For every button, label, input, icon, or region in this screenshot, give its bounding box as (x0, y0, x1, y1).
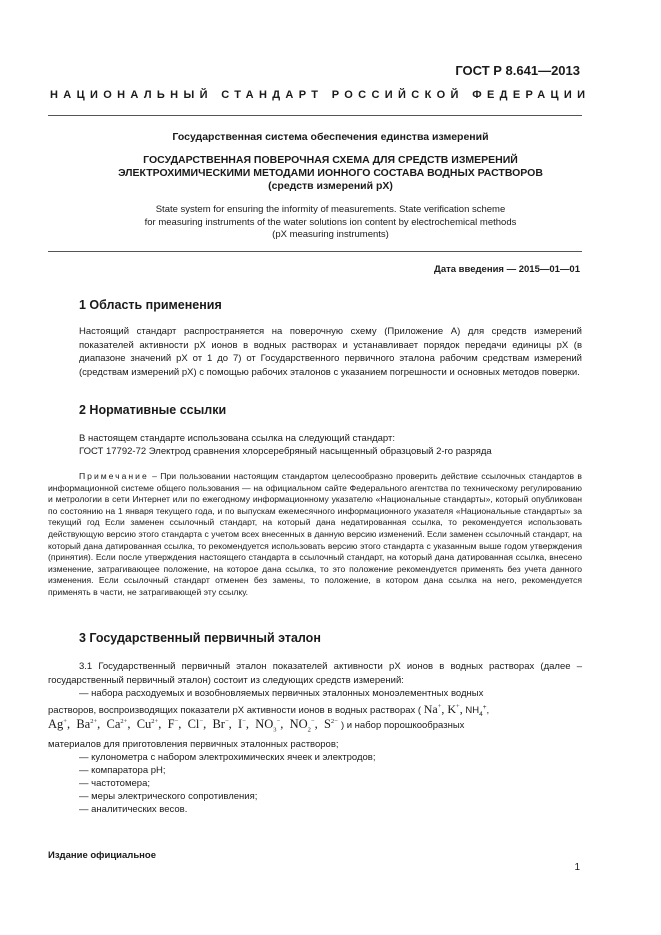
note-text: – При пользовании настоящим стандартом целесообразно проверить действие ссылочных стандартов в информационной системе общего пользования — на официальном сайте Федерального агентства по техническому регулированию и метрологии в сети Интернет или по ежегодному информационному указателю «Национальные стандарты», который опубликован по состоянию на 1 января текущего года, и по выпускам ежемесячного информационного указателя «Национальные стандарты» за текущий год Если заменен ссылочный стандарт, на который дана недатированная ссылка, то рекомендуется использовать действующую версию этого стандарта с учетом всех внесенных в данную версию изменений. Если заменен ссылочный стандарт, на который дана датированная ссылка, то рекомендуется использовать версию этого стандарта с указанным выше годом утверждения (принятия). Если после утверждения настоящего стандарта в ссылочный стандарт, на который дана датированная ссылка, внесено изменение, затрагивающее положение, на которое дана ссылка, то это положение рекомендуется применять без учета данного изменения. Если ссылочный стандарт отменен без замены, то положение, в котором дана ссылка на него, рекомендуется применять в части, не затрагивающей эту ссылку. (48, 471, 582, 597)
note-label: Примечание (79, 471, 149, 481)
section-3-paragraph-3: материалов для приготовления первичных эталонных растворов; (48, 739, 339, 750)
page-number: 1 (574, 862, 580, 873)
main-title: ГОСУДАРСТВЕННАЯ ПОВЕРОЧНАЯ СХЕМА ДЛЯ СРЕДСТВ ИЗМЕРЕНИЙ ЭЛЕКТРОХИМИЧЕСКИМИ МЕТОДАМИ ИОННОГО СОСТАВА ВОДНЫХ РАСТВОРОВ (средств измерений pX) (118, 154, 543, 192)
list-item: — кулонометра с набором электрохимических ячеек и электродов; (79, 752, 376, 763)
section-2-heading: 2 Нормативные ссылки (79, 403, 227, 417)
section-1-text: Настоящий стандарт распространяется на поверочную схему (Приложение А) для средств измерений показателей активности pX ионов в водных растворах и устанавливает порядок передачи единицы pX (в диапазоне значений pX от 1 до 7) от Государственного первичного эталона рабочим средствам измерений (средствам измерений pX) с помощью рабочих эталонов с указанием погрешности и основных методов поверки. (79, 326, 582, 378)
section-2-line-1: В настоящем стандарте использована ссылка на следующий стандарт: (79, 433, 395, 444)
list-item: — частотомера; (79, 778, 150, 789)
header-divider (48, 115, 582, 116)
effective-date: Дата введения — 2015—01—01 (434, 264, 580, 275)
list-item: — компаратора pH; (79, 765, 166, 776)
english-title: State system for ensuring the informity of measurements. State verification scheme for measuring instruments of the water solutions ion content by electrochemical methods (pX measuring instruments) (144, 204, 517, 240)
national-standard-banner: НАЦИОНАЛЬНЫЙ СТАНДАРТ РОССИЙСКОЙ ФЕДЕРАЦИИ (50, 89, 591, 101)
standard-code: ГОСТ Р 8.641—2013 (455, 63, 580, 78)
ion-formula-list: Ag+, $Ba^{2+}$, $Ca^{2+}$, $Cu^{2+}$, F−, Cl−, Br−, I−, $NO_3^-$, $NO_2^-$, $S^{2-}$ ) и набор порошкообразных (48, 717, 465, 734)
section-3-paragraph-1: 3.1 Государственный первичный эталон показателей активности pX ионов в водных растворах (далее – государственный первичный эталон) состоит из следующих средств измерений: (48, 661, 582, 686)
section-3-paragraph-2a: — набора расходуемых и возобновляемых первичных эталонных моноэлементных водных (79, 688, 484, 699)
section-1-heading: 1 Область применения (79, 298, 222, 312)
title-divider (48, 251, 582, 252)
edition-label: Издание официальное (48, 850, 156, 861)
list-item: — меры электрического сопротивления; (79, 791, 258, 802)
list-item: — аналитических весов. (79, 804, 188, 815)
section-2-line-2: ГОСТ 17792-72 Электрод сравнения хлорсеребряный насыщенный образцовый 2-го разряда (79, 446, 492, 457)
section-3-paragraph-2b: растворов, воспроизводящих показатели pX активности ионов в водных растворах ( Na+, K+, $NH_4^+$, (48, 702, 490, 718)
note (48, 471, 582, 599)
section-3-heading: 3 Государственный первичный эталон (79, 631, 321, 645)
system-title: Государственная система обеспечения единства измерений (172, 131, 489, 143)
